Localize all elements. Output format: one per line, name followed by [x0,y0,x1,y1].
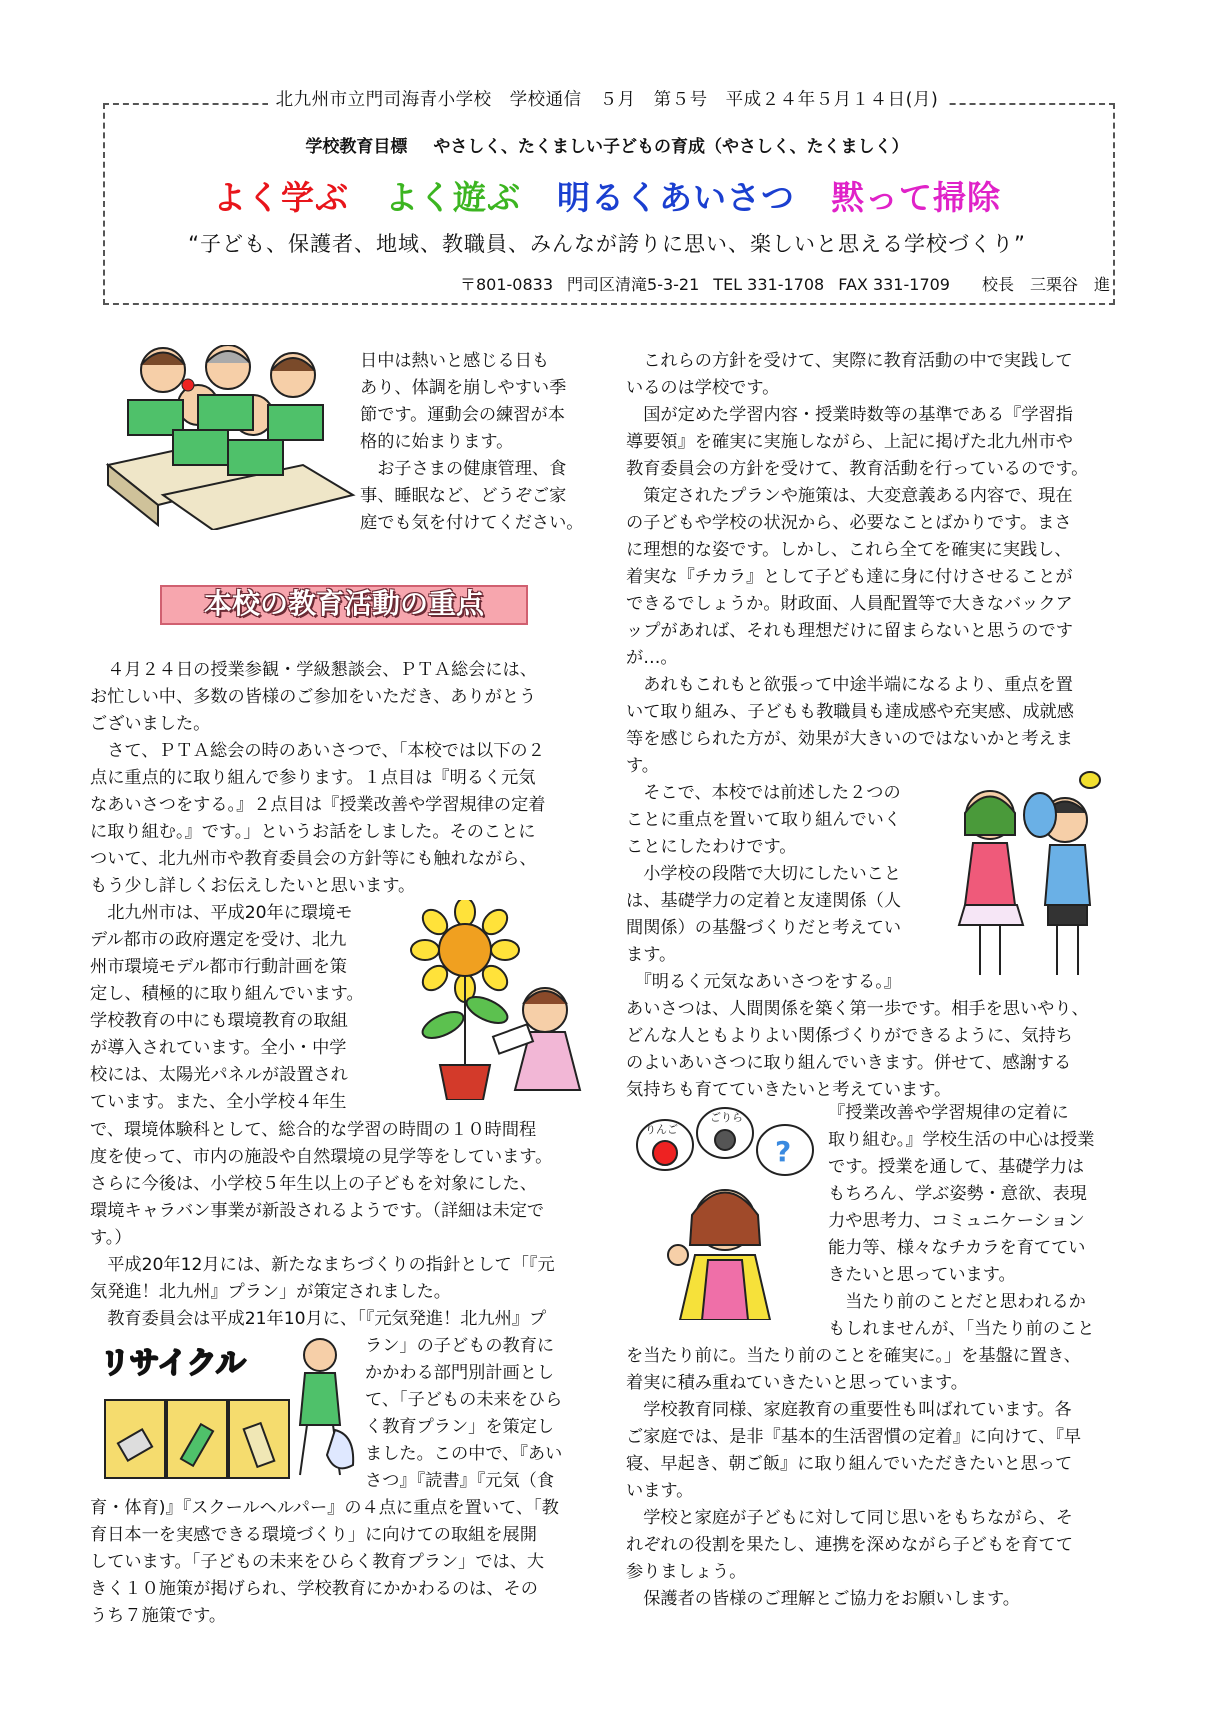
contact-line: 〒801-0833 門司区清滝5-3-21 TEL 331-1708 FAX 331-1709 校長 三栗谷 進 [459,275,1110,294]
text-line: 着実に積み重ねていきたいと思っています。 [626,1373,968,1393]
text-line: 教育委員会は平成21年10月に、「『元気発進！北九州』プ [90,1309,547,1329]
text-line: あれもこれもと欲張って中途半端になるより、重点を置 [626,675,1073,695]
newsletter-info: 北九州市立門司海青小学校 学校通信 ５月 第５号 平成２４年５月１４日(月) [0,86,1214,111]
text-line: います。 [626,1481,694,1501]
text-line: 能力等、様々なチカラを育ててい [828,1238,1086,1258]
text-line: す。） [90,1228,132,1248]
text-line: いて取り組み、子どもも教職員も達成感や充実感、成就感 [626,702,1074,722]
text-line: 着実な『チカラ』として子ども達に身に付けさせることが [626,567,1073,587]
text-line: の子どもや学校の状況から、必要なことばかりです。まさ [626,513,1072,533]
text-line: あいさつは、人間関係を築く第一歩です。相手を思いやり、 [626,999,1089,1019]
text-line: す。 [626,756,659,776]
text-line: て、「子どもの未来をひら [365,1390,563,1410]
text-line: お子さまの健康管理、食 [360,459,567,479]
text-line: どんな人ともよりよい関係づくりができるように、気持ち [626,1026,1073,1046]
recycle-illustration [95,1335,365,1485]
text-line: さらに今後は、小学校５年生以上の子どもを対象にした、 [90,1174,537,1194]
text-line: そこで、本校では前述した２つの [626,783,901,803]
text-line: 『授業改善や学習規律の定着に [828,1103,1069,1123]
text-line: うち７施策です。 [90,1606,227,1626]
slogan-4: 黙って掃除 [831,178,1001,217]
text-line: 取り組む。』学校生活の中心は授業 [828,1130,1095,1150]
text-line: 寝、早起き、朝ご飯』に取り組んでいただきたいと思って [626,1454,1073,1474]
right-body-3 [626,996,1126,1104]
bubble-label-apple: りんご [645,1123,678,1136]
text-line: しています。「子どもの未来をひらく教育プラン」では、大 [90,1552,545,1572]
slogan-2: よく遊ぶ [385,178,521,217]
left-body-1 [90,657,595,900]
text-line: 日中は熱いと感じる日も [360,351,550,371]
slogan-3: 明るくあいさつ [557,178,795,217]
text-line: く教育プラン」を策定し [365,1417,555,1437]
text-line: 等を感じられた方が、効果が大きいのではないかと考えま [626,729,1073,749]
right-body-1 [626,348,1126,780]
text-line: 間関係）の基盤づくりだと考えてい [626,918,902,938]
left-body-3 [90,1117,595,1333]
text-line: ラン」の子どもの教育に [365,1336,555,1356]
text-line: ４月２４日の授業参観・学級懇談会、ＰＴＡ総会には、 [90,660,537,680]
text-line: 育日本一を実感できる環境づくり」に向けての取組を展開 [90,1525,537,1545]
text-line: 策定されたプランや施策は、大変意義ある内容で、現在 [626,486,1073,506]
text-line: 育・体育)』『スクールヘルパー』の４点に重点を置いて、「教 [90,1498,559,1518]
text-line: できるでしょうか。財政面、人員配置等で大きなバックア [626,594,1073,614]
section-heading: 本校の教育活動の重点 [160,585,528,625]
text-line: 事、睡眠など、どうぞご家 [360,486,567,506]
text-line: 保護者の皆様のご理解とご協力をお願いします。 [626,1589,1020,1609]
text-line: さて、ＰＴＡ総会の時のあいさつで、「本校では以下の２ [90,741,545,761]
text-line: 節です。運動会の練習が本 [360,405,565,425]
text-line: 学校教育同様、家庭教育の重要性も叫ばれています。各 [626,1400,1072,1420]
text-line: お忙しい中、多数の皆様のご参加をいただき、ありがとう [90,687,537,707]
text-line: 導要領』を確実に実施しながら、上記に掲げた北九州市や [626,432,1073,452]
right-body-2 [626,780,936,996]
left-body-2 [90,900,390,1116]
text-line: ございました。 [90,714,211,734]
text-line: 庭でも気を付けてください。 [360,513,584,533]
text-line: きたいと思っています。 [828,1265,1016,1285]
text-line: 度を使って、市内の施設や自然環境の見学等をしています。 [90,1147,553,1167]
text-line: に取り組む。』です。」というお話をしました。そのことに [90,822,536,842]
left-body-4 [365,1333,595,1495]
text-line: ップがあれば、それも理想だけに留まらないと思うのです [626,621,1073,641]
recycle-label: リサイクル [100,1346,246,1381]
text-line: 学校教育の中にも環境教育の取組 [90,1011,348,1031]
text-line: 気持ちも育てていきたいと考えています。 [626,1080,952,1100]
school-motto: “子ども、保護者、地域、教職員、みんなが誇りに思い、楽しいと思える学校づくり” [188,232,1026,256]
text-line: 北九州市は、平成20年に環境モ [90,903,353,923]
text-line: デル都市の政府選定を受け、北九 [90,930,347,950]
text-line: ことに重点を置いて取り組んでいく [626,810,902,830]
text-line: に理想的な姿です。しかし、これら全てを確実に実践し、 [626,540,1072,560]
text-line: が導入されています。全小・中学 [90,1038,347,1058]
classroom-reading-illustration [103,345,358,530]
text-line: 環境キャラバン事業が新設されるようです。（詳細は未定で [90,1201,545,1221]
school-goal: 学校教育目標 やさしく、たくましい子どもの育成（やさしく、たくましく） [305,137,909,157]
text-line: ています。また、全小学校４年生 [90,1092,347,1112]
intro-paragraph [360,348,596,537]
text-line: のよいあいさつに取り組んでいきます。併せて、感謝する [626,1053,1072,1073]
text-line: を当たり前に。当たり前のことを確実に。」を基盤に置き、 [626,1346,1081,1366]
text-line: で、環境体験科として、総合的な学習の時間の１０時間程 [90,1120,537,1140]
sunflower-illustration [395,900,595,1100]
text-line: ました。この中で、『あい [365,1444,563,1464]
text-line: 参りましょう。 [626,1562,747,1582]
text-line: もちろん、学ぶ姿勢・意欲、表現 [828,1184,1087,1204]
text-line: あり、体調を崩しやすい季 [360,378,567,398]
text-line: なあいさつをする。』２点目は『授業改善や学習規律の定着 [90,795,546,815]
slogan-1: よく学ぶ [213,178,349,217]
text-line: もう少し詳しくお伝えしたいと思います。 [90,876,416,896]
text-line: が…。 [626,648,678,668]
greeting-kids-illustration [945,765,1125,990]
text-line: です。授業を通して、基礎学力は [828,1157,1085,1177]
text-line: ことにしたわけです。 [626,837,797,857]
text-line: れぞれの役割を果たし、連携を深めながら子どもを育てて [626,1535,1073,1555]
slogan-row [0,172,1214,219]
text-line: は、基礎学力の定着と友達関係（人 [626,891,902,911]
text-line: 小学校の段階で大切にしたいこと [626,864,902,884]
text-line: 校には、太陽光パネルが設置され [90,1065,348,1085]
text-line: ついて、北九州市や教育委員会の方針等にも触れながら、 [90,849,537,869]
left-body-5 [90,1495,595,1630]
text-line: 国が定めた学習内容・授業時数等の基準である『学習指 [626,405,1073,425]
text-line: 力や思考力、コミュニケーション [828,1211,1085,1231]
right-body-4 [828,1100,1126,1343]
text-line: 『明るく元気なあいさつをする。』 [626,972,901,992]
text-line: さつ』『読書』『元気（食 [365,1471,555,1491]
text-line: 教育委員会の方針を受けて、教育活動を行っているのです。 [626,459,1089,479]
bubble-label-question: ? [775,1135,792,1168]
text-line: いるのは学校です。 [626,378,780,398]
text-line: 気発進！北九州』プラン」が策定されました。 [90,1282,451,1302]
bubble-label-gorilla: ごりら [710,1111,743,1124]
text-line: ます。 [626,945,677,965]
text-line: 当たり前のことだと思われるか [828,1292,1086,1312]
text-line: 学校と家庭が子どもに対して同じ思いをもちながら、そ [626,1508,1073,1528]
text-line: 州市環境モデル都市行動計画を策 [90,957,347,977]
text-line: ご家庭では、是非『基本的生活習慣の定着』に向けて、『早 [626,1427,1082,1447]
text-line: これらの方針を受けて、実際に教育活動の中で実践して [626,351,1073,371]
text-line: 定し、積極的に取り組んでいます。 [90,984,364,1004]
text-line: もしれませんが、「当たり前のこと [828,1319,1095,1339]
teacher-bubbles-illustration [630,1105,820,1320]
right-body-5 [626,1343,1126,1613]
text-line: かかわる部門別計画とし [365,1363,555,1383]
text-line: 平成20年12月には、新たなまちづくりの指針として「『元 [90,1255,555,1275]
text-line: きく１０施策が掲げられ、学校教育にかかわるのは、その [90,1579,538,1599]
text-line: 点に重点的に取り組んで参ります。１点目は『明るく元気 [90,768,536,788]
text-line: 格的に始まります。 [360,432,514,452]
